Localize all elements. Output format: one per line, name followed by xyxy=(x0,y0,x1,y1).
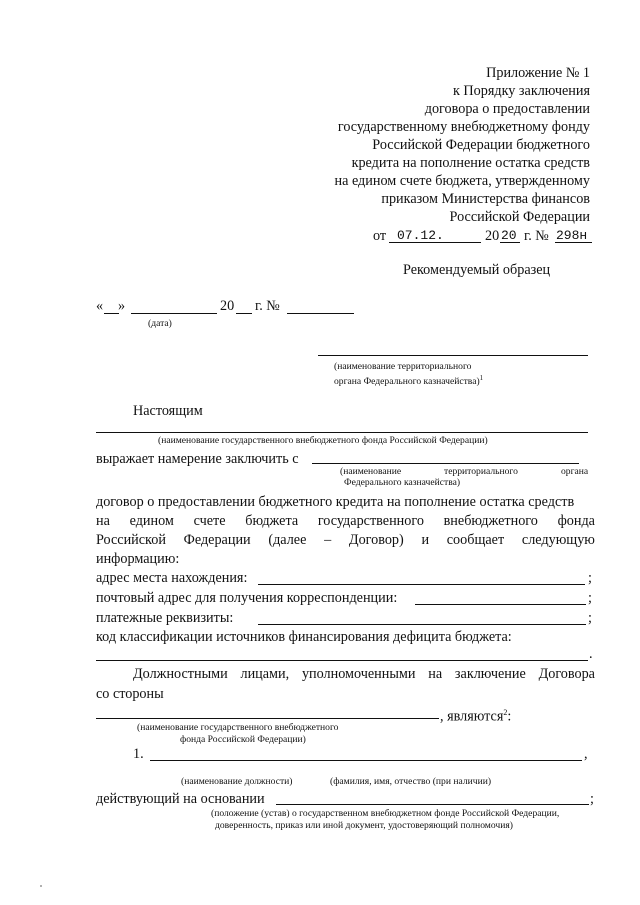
treasury-caption-2: органа Федерального казначейства)$^1$ xyxy=(334,374,484,388)
postal-semicolon: ; xyxy=(588,590,592,606)
order-year: 20 xyxy=(501,228,517,243)
header-line-3: договора о предоставлении xyxy=(424,101,590,117)
month-field[interactable] xyxy=(131,313,217,314)
quote-open: « xyxy=(96,298,104,314)
header-line-8: приказом Министерства финансов xyxy=(381,191,590,207)
header-line-6: кредита на пополнение остатка средств xyxy=(351,155,590,171)
nastoyashchim-text: Настоящим xyxy=(133,403,203,419)
postal-field[interactable] xyxy=(415,604,586,605)
paragraph1-line2: на едином счете бюджета государственного внебюджетного фонда xyxy=(96,513,595,529)
fund-party-field[interactable] xyxy=(96,718,439,719)
caption-organa: органа xyxy=(561,466,589,477)
treasury-caption-1: (наименование территориального xyxy=(334,361,472,372)
address-label: адрес места нахождения: xyxy=(96,570,248,586)
address-field[interactable] xyxy=(258,584,585,585)
treasury-counterparty-field[interactable] xyxy=(312,463,579,464)
fund-caption: (наименование государственного внебюджетного фонда Российской Федерации) xyxy=(158,435,488,446)
acting-semicolon: ; xyxy=(590,791,594,807)
caption-terr: территориального xyxy=(444,466,518,477)
item-number: 1. xyxy=(133,746,144,762)
payment-semicolon: ; xyxy=(588,610,592,626)
order-year-prefix: 20 xyxy=(485,228,500,244)
position-caption: (наименование должности) xyxy=(181,776,293,787)
treasury-name-field[interactable] xyxy=(318,355,588,356)
fio-caption: (фамилия, имя, отчество (при наличии) xyxy=(330,776,492,787)
order-prefix: от xyxy=(373,228,387,244)
header-line-7: на едином счете бюджета, утвержденному xyxy=(334,173,590,189)
fund-name-field[interactable] xyxy=(96,432,588,433)
intent-text: выражает намерение заключить с xyxy=(96,451,299,467)
basis-field[interactable] xyxy=(276,804,589,805)
payment-label: платежные реквизиты: xyxy=(96,610,234,626)
basis-caption-1: (положение (устав) о государственном внебюджетном фонде Российской Федерации, xyxy=(211,808,560,819)
officials-line2: со стороны xyxy=(96,686,164,702)
year-field[interactable] xyxy=(236,313,252,314)
basis-caption-2: доверенность, приказ или иной документ, удостоверяющий полномочия) xyxy=(215,820,513,831)
payment-field[interactable] xyxy=(258,624,586,625)
order-date: 07.12. xyxy=(397,228,444,243)
paragraph1-line3: Российской Федерации (далее – Договор) и сообщает следующую xyxy=(96,532,595,548)
header-line-4: государственному внебюджетному фонду xyxy=(337,119,590,135)
official-name-field[interactable] xyxy=(150,760,582,761)
code-period: . xyxy=(589,646,593,662)
header-line-1: Приложение № 1 xyxy=(486,65,590,81)
scan-speck xyxy=(40,885,42,887)
paragraph1-line4: информацию: xyxy=(96,551,180,567)
quote-close: » xyxy=(118,298,126,314)
fund-caption2-2: фонда Российской Федерации) xyxy=(180,734,306,745)
date-caption: (дата) xyxy=(148,318,172,329)
number-prefix: г. № xyxy=(255,298,280,314)
acting-label: действующий на основании xyxy=(96,791,265,807)
officials-line1: Должностными лицами, уполномоченными на заключение Договора xyxy=(133,666,595,682)
address-semicolon: ; xyxy=(588,570,592,586)
are-text: , являются$^2$: xyxy=(440,708,512,725)
item-comma: , xyxy=(584,746,588,762)
caption-naim: (наименование xyxy=(340,466,402,477)
code-label: код классификации источников финансирования дефицита бюджета: xyxy=(96,629,512,645)
order-number-prefix: г. № xyxy=(524,228,549,244)
order-number: 298н xyxy=(556,228,588,243)
year-prefix: 20 xyxy=(220,298,235,314)
fund-caption2-1: (наименование государственного внебюджетного xyxy=(137,722,339,733)
sample-label: Рекомендуемый образец xyxy=(403,262,551,278)
caption-fk: Федерального казначейства) xyxy=(344,477,461,488)
code-field[interactable] xyxy=(96,660,588,661)
paragraph1-line1: договор о предоставлении бюджетного кредита на пополнение остатка средств xyxy=(96,494,575,510)
postal-label: почтовый адрес для получения корреспонденции: xyxy=(96,590,398,606)
number-field[interactable] xyxy=(287,313,354,314)
header-line-9: Российской Федерации xyxy=(449,209,590,225)
day-field[interactable] xyxy=(104,313,119,314)
header-line-5: Российской Федерации бюджетного xyxy=(372,137,590,153)
header-line-2: к Порядку заключения xyxy=(452,83,590,99)
